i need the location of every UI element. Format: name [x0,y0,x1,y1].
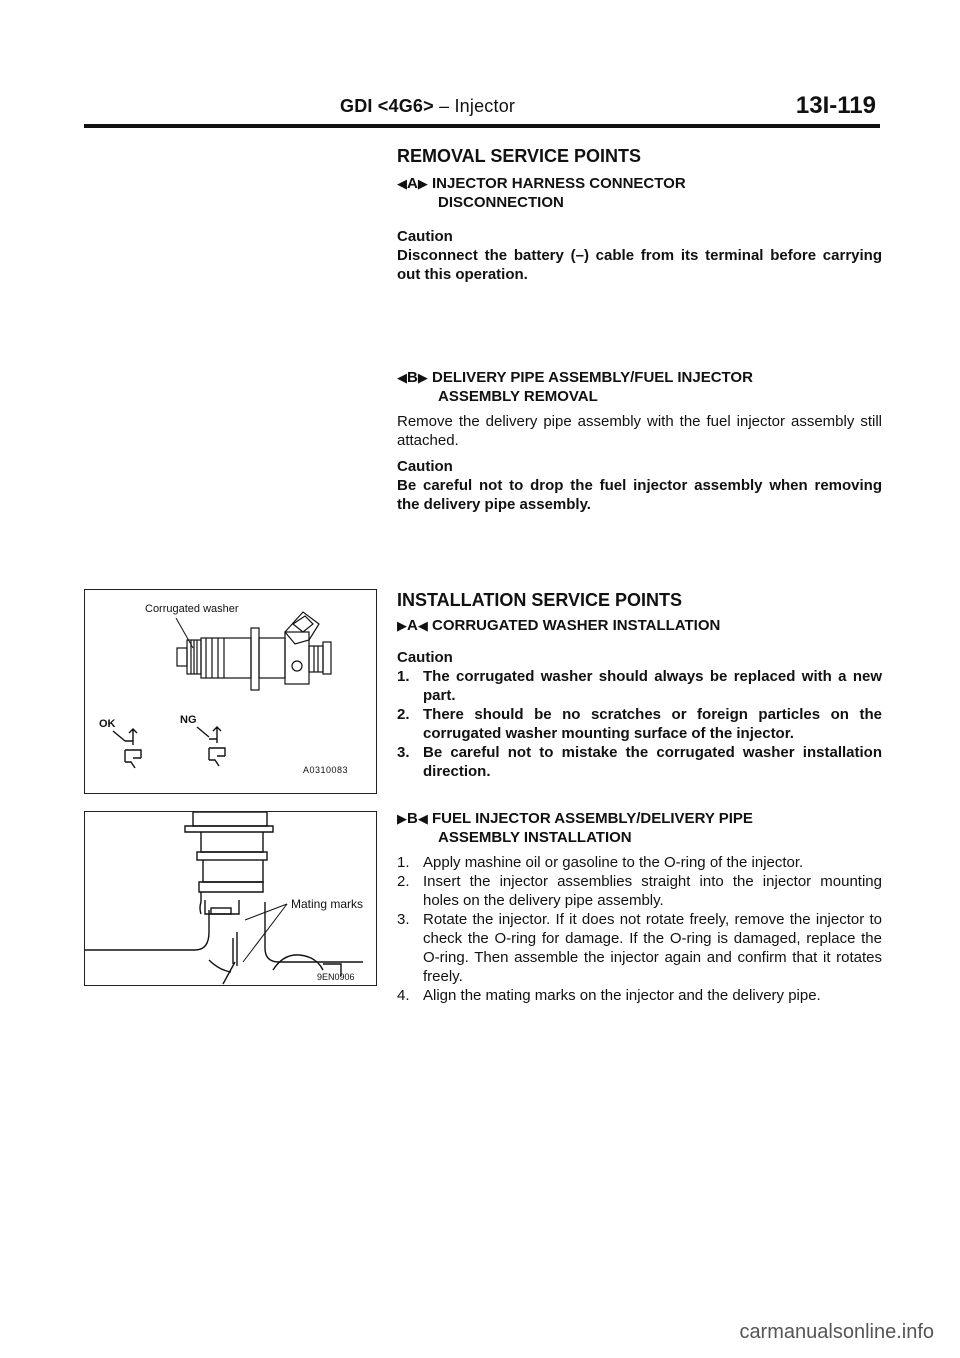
list-item-text: Be careful not to mistake the corrugated washer installation direction. [423,744,882,780]
installation-b [397,809,882,1005]
installation-b-heading-line2: ASSEMBLY INSTALLATION [438,829,632,846]
removal-b-heading-line2: ASSEMBLY REMOVAL [438,388,598,405]
removal-a-heading-line1: INJECTOR HARNESS CONNECTOR [432,175,686,192]
header-title [340,96,515,117]
removal-a-caution-text: Disconnect the battery (–) cable from its terminal before carrying out this operation. [397,247,882,283]
list-item-number: 3. [397,911,410,928]
removal-b-caution-text: Be careful not to drop the fuel injector assembly when removing the delivery pipe assembly. [397,477,882,513]
figure-code: 9EN0906 [317,972,355,982]
list-item-text: There should be no scratches or foreign particles on the corrugated washer mounting surface of the injector. [423,706,882,742]
list-item [397,853,882,872]
installation-a-tag [397,616,428,635]
washer-ok-drawing [113,729,141,768]
label-ok: OK [99,718,116,730]
tag-letter: B [407,369,418,386]
right-triangle-icon: ▶ [417,370,428,385]
list-item [397,872,882,910]
injector-washer-drawing [85,590,376,793]
list-item-text: Apply mashine oil or gasoline to the O-ring of the injector. [423,854,804,871]
left-triangle-icon: ◀ [417,618,428,633]
right-triangle-icon: ▶ [417,176,428,191]
list-item [397,986,882,1005]
installation-b-list [397,853,882,1005]
removal-b-heading [397,368,882,406]
header-section: GDI <4G6> [340,96,434,116]
label-corrugated-washer: Corrugated washer [145,603,239,615]
installation-b-heading [397,809,882,847]
removal-b-text: Remove the delivery pipe assembly with the fuel injector assembly still attached. [397,413,882,449]
removal-a-tag [397,174,428,193]
list-item-text: Insert the injector assemblies straight into the injector mounting holes on the delivery pipe assembly. [423,873,882,909]
header-separator: – [439,96,450,116]
header-subtitle: Injector [454,96,516,116]
removal-a [397,174,882,284]
figure-code: A0310083 [303,765,349,775]
tag-letter: A [407,175,418,192]
list-item-text: Rotate the injector. If it does not rotate freely, remove the injector to check the O-ring for damage. If the O-ring is damaged, replace the O-ring. Then assemble the injector again and confirm that it rotates freely. [423,911,882,985]
list-item-text: The corrugated washer should always be replaced with a new part. [423,668,882,704]
watermark: carmanualsonline.info [739,1321,934,1343]
figure-mating-marks [84,811,377,986]
right-triangle-icon: ▶ [397,618,407,633]
washer-ng-drawing [197,727,225,766]
installation-a-caution-list [397,667,882,781]
installation-section [397,590,882,611]
left-triangle-icon: ◀ [397,176,407,191]
list-item [397,705,882,743]
list-item-number: 3. [397,744,410,761]
list-item-number: 2. [397,873,410,890]
installation-b-tag [397,809,428,828]
installation-a-heading [397,616,882,635]
installation-a-caution-title: Caution [397,649,453,666]
left-triangle-icon: ◀ [417,811,428,826]
left-triangle-icon: ◀ [397,370,407,385]
removal-b-heading-line1: DELIVERY PIPE ASSEMBLY/FUEL INJECTOR [432,369,753,386]
removal-a-heading-line2: DISCONNECTION [438,194,564,211]
right-triangle-icon: ▶ [397,811,407,826]
list-item-number: 4. [397,987,410,1004]
list-item [397,667,882,705]
list-item-text: Align the mating marks on the injector and the delivery pipe. [423,987,821,1004]
list-item-number: 1. [397,854,410,871]
header-rule [84,124,880,128]
installation-a-heading-line1: CORRUGATED WASHER INSTALLATION [432,617,721,634]
mating-marks-drawing [85,812,376,985]
tag-letter: A [407,617,418,634]
installation-title: INSTALLATION SERVICE POINTS [397,590,683,610]
label-mating-marks: Mating marks [291,897,364,911]
removal-a-caution-title: Caution [397,228,453,245]
removal-title: REMOVAL SERVICE POINTS [397,146,642,166]
list-item-number: 2. [397,706,410,723]
installation-a [397,616,882,781]
injector-drawing [177,612,331,690]
list-item-number: 1. [397,668,410,685]
removal-a-heading [397,174,882,212]
figure-corrugated-washer [84,589,377,794]
list-item [397,743,882,781]
removal-b [397,368,882,514]
tag-letter: B [407,810,418,827]
list-item [397,910,882,986]
installation-b-heading-line1: FUEL INJECTOR ASSEMBLY/DELIVERY PIPE [432,810,753,827]
removal-b-tag [397,368,428,387]
page-number: 13I-119 [795,92,876,119]
removal-b-caution-title: Caution [397,458,453,475]
removal-section [397,146,882,167]
label-ng: NG [180,714,197,726]
